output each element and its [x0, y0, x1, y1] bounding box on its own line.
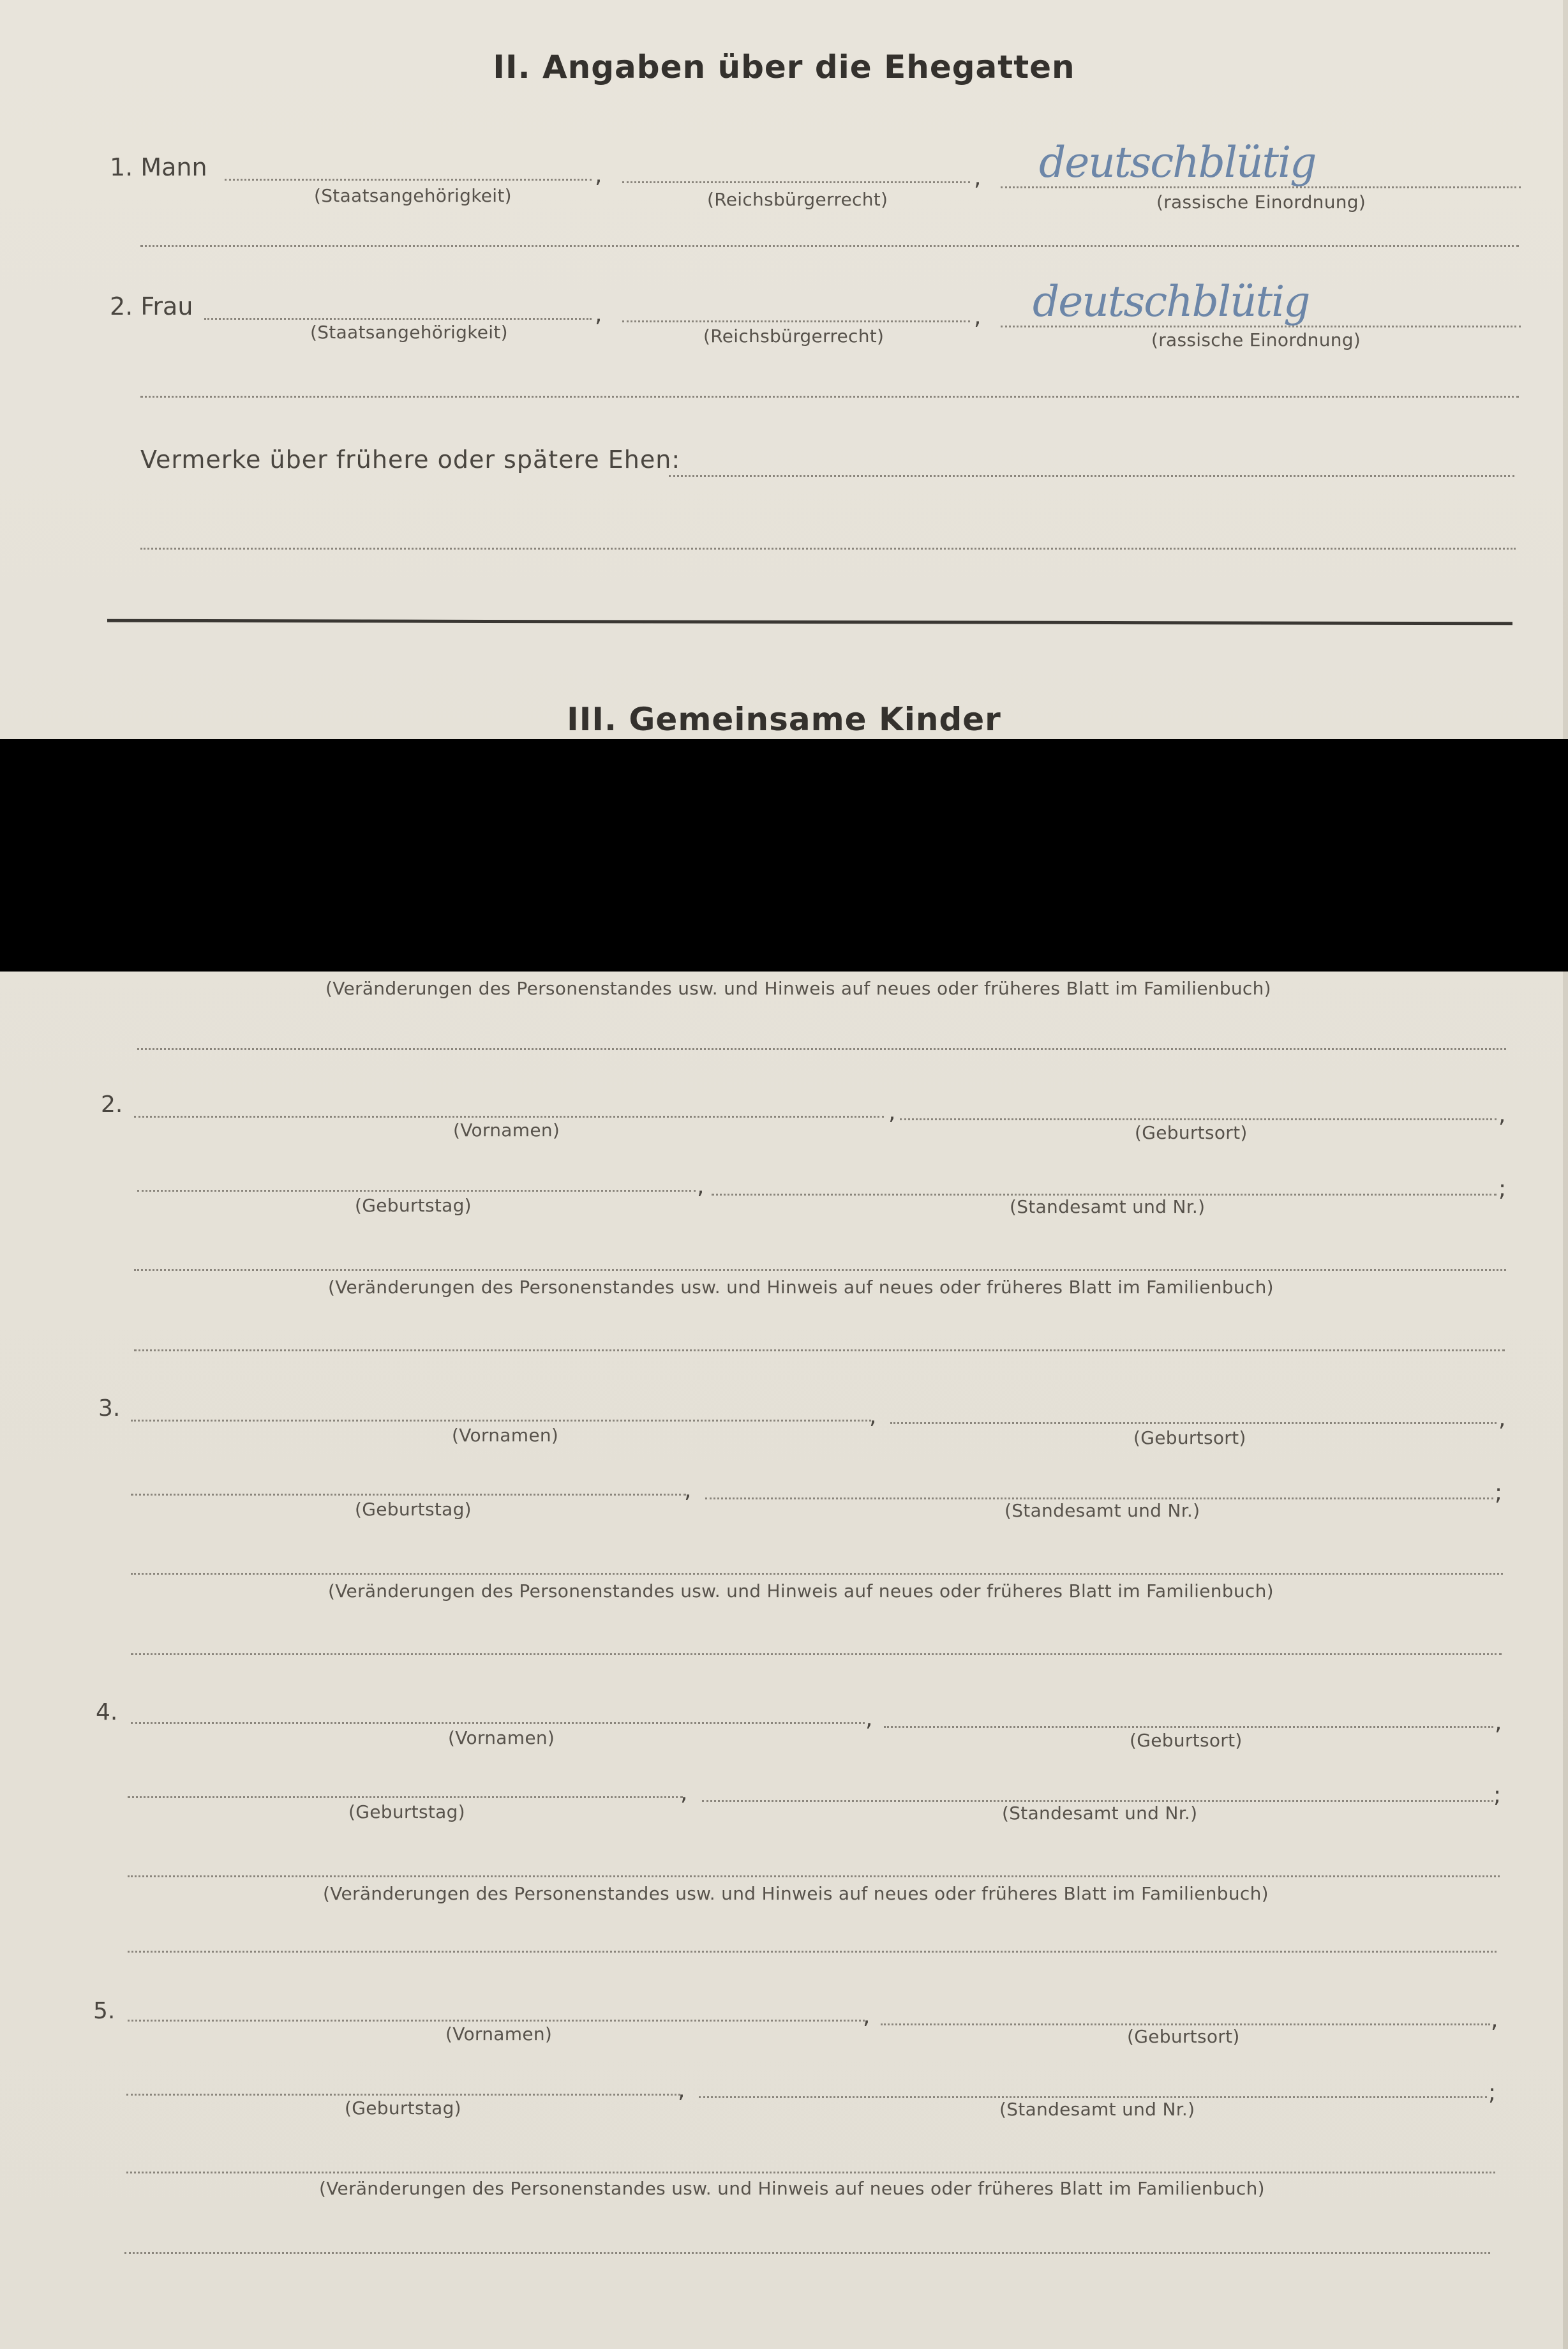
- frau-reichsbuergerrecht-field[interactable]: [622, 320, 970, 322]
- semicolon: ;: [1498, 1176, 1507, 1202]
- child-geburtstag-field[interactable]: [126, 2094, 680, 2096]
- child-vornamen-field[interactable]: [131, 1420, 871, 1422]
- caption-vornamen: (Vornamen): [452, 1425, 559, 1446]
- frau-staatsangehoerigkeit-field[interactable]: [204, 318, 592, 320]
- child-extra-line[interactable]: [134, 1349, 1505, 1351]
- child-changes-line[interactable]: [134, 1269, 1506, 1271]
- semicolon: ;: [1495, 1480, 1503, 1506]
- comma: ,: [680, 1780, 688, 1806]
- caption-standesamt: (Standesamt und Nr.): [1002, 1803, 1198, 1824]
- caption-geburtsort: (Geburtsort): [1130, 1730, 1243, 1751]
- caption-changes: (Veränderungen des Personenstandes usw. und Hinweis auf neues oder früheres Blatt im Familienbuch): [328, 1580, 1274, 1602]
- semicolon: ;: [1493, 1782, 1502, 1808]
- caption-staatsangehoerigkeit: (Staatsangehörigkeit): [310, 322, 508, 343]
- comma: ,: [865, 1706, 873, 1732]
- comma: ,: [1491, 2007, 1498, 2033]
- mann-extra-line[interactable]: [140, 245, 1519, 247]
- comma: ,: [595, 301, 602, 327]
- child-standesamt-field[interactable]: [702, 1800, 1493, 1802]
- child-standesamt-field[interactable]: [699, 2096, 1487, 2098]
- caption-reichsbuergerrecht: (Reichsbürgerrecht): [707, 189, 888, 210]
- child-extra-line[interactable]: [128, 1951, 1497, 1953]
- comma: ,: [1498, 1102, 1506, 1128]
- caption-geburtsort: (Geburtsort): [1127, 2026, 1240, 2047]
- caption-rassische-einordnung: (rassische Einordnung): [1156, 191, 1366, 213]
- section-divider: [107, 619, 1512, 626]
- comma: ,: [974, 304, 982, 330]
- child-changes-line[interactable]: [128, 1875, 1500, 1877]
- child-geburtsort-field[interactable]: [890, 1422, 1497, 1424]
- mann-label: 1. Mann: [110, 153, 207, 181]
- child-geburtstag-field[interactable]: [131, 1494, 686, 1496]
- caption-geburtstag: (Geburtstag): [355, 1195, 472, 1216]
- page-edge: [1563, 0, 1568, 2349]
- vermerke-field[interactable]: [669, 475, 1514, 477]
- child-changes-line[interactable]: [126, 2172, 1495, 2173]
- comma: ,: [684, 1477, 692, 1503]
- comma: ,: [595, 162, 602, 188]
- child-geburtsort-field[interactable]: [900, 1118, 1497, 1120]
- child-changes-line[interactable]: [131, 1573, 1503, 1575]
- comma: ,: [863, 2003, 870, 2029]
- vermerke-label: Vermerke über frühere oder spätere Ehen:: [140, 446, 681, 474]
- caption-changes: (Veränderungen des Personenstandes usw. und Hinweis auf neues oder früheres Blatt im Familienbuch): [323, 1883, 1269, 1904]
- comma: ,: [678, 2077, 685, 2103]
- caption-standesamt: (Standesamt und Nr.): [1010, 1196, 1206, 1217]
- caption-geburtstag: (Geburtstag): [348, 1801, 465, 1822]
- mann-rassische-einordnung-value: deutschblütig: [1039, 138, 1316, 187]
- caption-geburtsort: (Geburtsort): [1133, 1427, 1246, 1448]
- child-vornamen-field[interactable]: [131, 1722, 865, 1724]
- section-iii-title: III. Gemeinsame Kinder: [567, 701, 1001, 738]
- comma: ,: [1495, 1709, 1502, 1736]
- redaction-bar: [0, 739, 1568, 972]
- comma: ,: [888, 1099, 896, 1125]
- frau-extra-line[interactable]: [140, 396, 1519, 398]
- child-standesamt-field[interactable]: [712, 1194, 1497, 1196]
- caption-vornamen: (Vornamen): [445, 2023, 553, 2045]
- child-number: 4.: [96, 1699, 118, 1725]
- caption-vornamen: (Vornamen): [453, 1120, 560, 1141]
- comma: ,: [869, 1403, 877, 1429]
- child-vornamen-field[interactable]: [128, 2020, 865, 2022]
- child-vornamen-field[interactable]: [134, 1116, 884, 1118]
- vermerke-extra-line[interactable]: [140, 548, 1516, 550]
- caption-rassische-einordnung: (rassische Einordnung): [1151, 329, 1361, 350]
- child-1-changes-line[interactable]: [137, 1048, 1506, 1050]
- caption-geburtstag: (Geburtstag): [345, 2098, 461, 2119]
- semicolon: ;: [1488, 2080, 1497, 2106]
- section-ii-title: II. Angaben über die Ehegatten: [493, 49, 1075, 86]
- caption-geburtsort: (Geburtsort): [1135, 1122, 1248, 1143]
- child-number: 2.: [101, 1092, 123, 1118]
- child-geburtsort-field[interactable]: [884, 1726, 1493, 1728]
- frau-label: 2. Frau: [110, 292, 193, 320]
- caption-standesamt: (Standesamt und Nr.): [1004, 1500, 1200, 1521]
- caption-vornamen: (Vornamen): [448, 1727, 555, 1748]
- caption-staatsangehoerigkeit: (Staatsangehörigkeit): [314, 185, 512, 206]
- child-extra-line[interactable]: [124, 2252, 1490, 2254]
- comma: ,: [697, 1173, 705, 1199]
- caption-reichsbuergerrecht: (Reichsbürgerrecht): [703, 326, 885, 347]
- mann-reichsbuergerrecht-field[interactable]: [622, 181, 970, 183]
- child-standesamt-field[interactable]: [705, 1497, 1493, 1499]
- caption-standesamt: (Standesamt und Nr.): [999, 2099, 1195, 2120]
- child-number: 5.: [93, 1998, 116, 2024]
- caption-changes: (Veränderungen des Personenstandes usw. und Hinweis auf neues oder früheres Blatt im Familienbuch): [319, 2178, 1265, 2199]
- child-geburtstag-field[interactable]: [128, 1796, 683, 1798]
- child-geburtsort-field[interactable]: [881, 2023, 1490, 2025]
- child-geburtstag-field[interactable]: [137, 1190, 696, 1192]
- mann-staatsangehoerigkeit-field[interactable]: [225, 179, 592, 181]
- caption-geburtstag: (Geburtstag): [355, 1499, 472, 1520]
- child-extra-line[interactable]: [131, 1653, 1502, 1655]
- frau-rassische-einordnung-value: deutschblütig: [1033, 277, 1310, 326]
- child-1-changes-caption: (Veränderungen des Personenstandes usw. und Hinweis auf neues oder früheres Blatt im Familienbuch): [325, 978, 1271, 999]
- comma: ,: [1498, 1406, 1506, 1432]
- caption-changes: (Veränderungen des Personenstandes usw. und Hinweis auf neues oder früheres Blatt im Familienbuch): [328, 1277, 1274, 1298]
- comma: ,: [974, 165, 982, 191]
- child-number: 3.: [98, 1395, 121, 1422]
